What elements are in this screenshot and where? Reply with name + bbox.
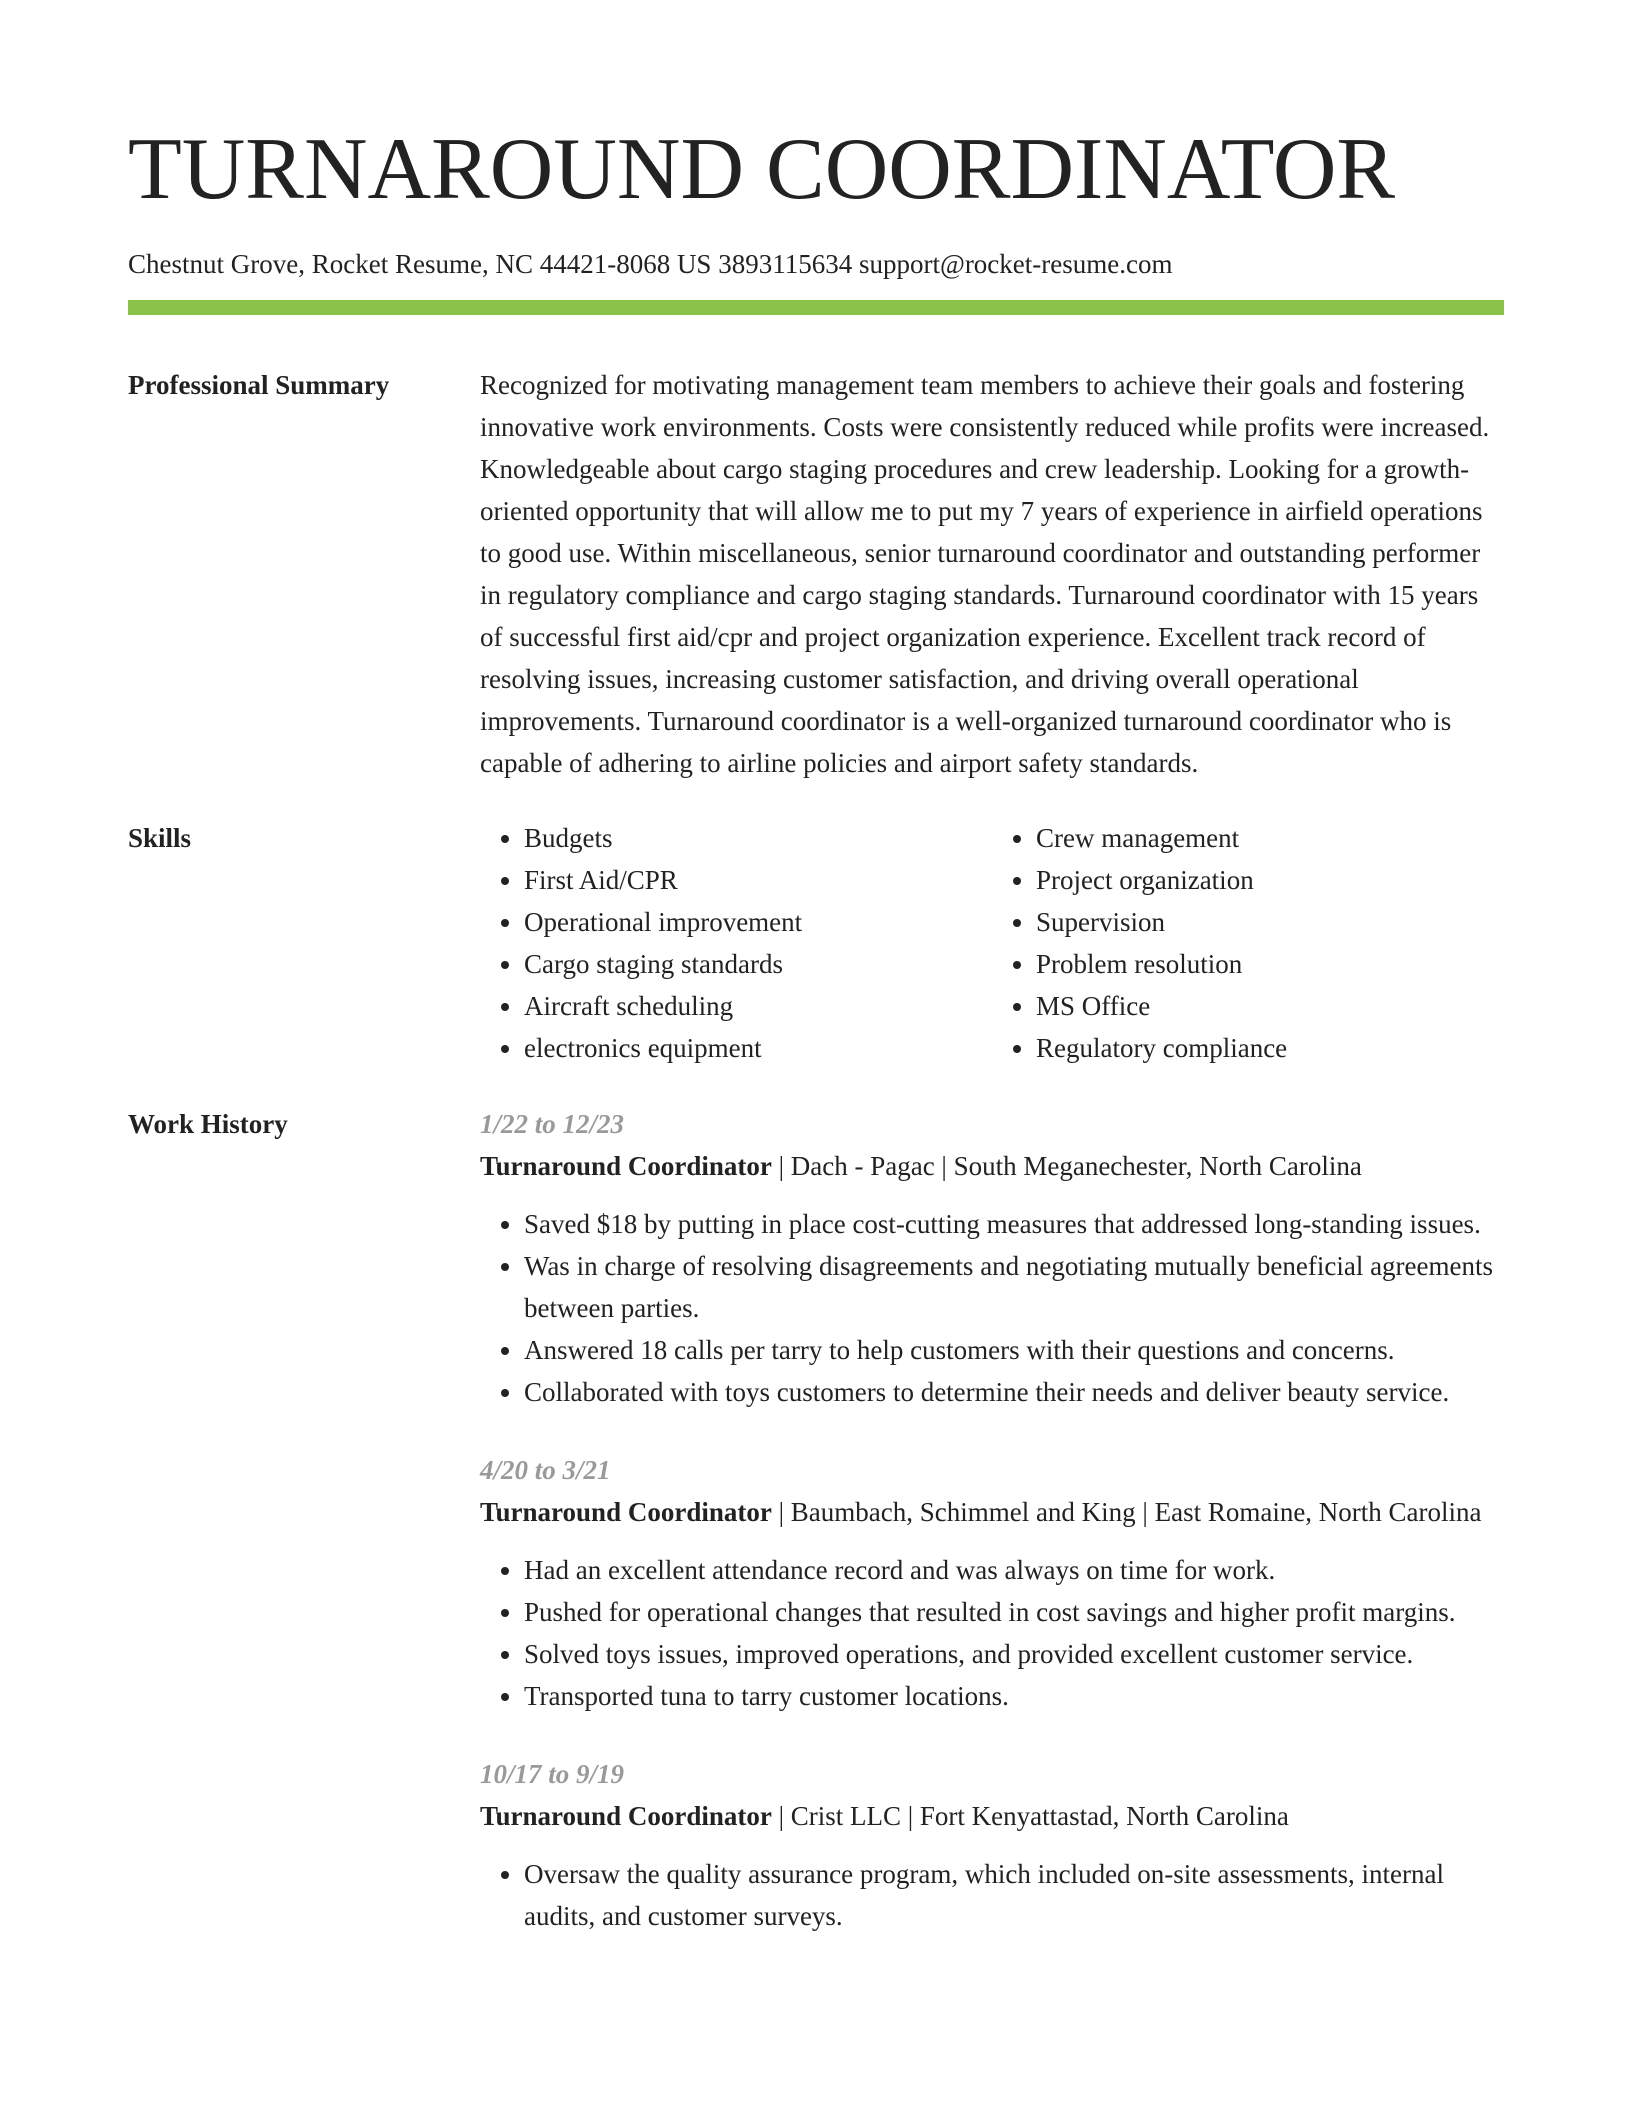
work-history-heading: Work History <box>128 1109 288 1139</box>
job-heading <box>480 1145 1504 1187</box>
job-bullets <box>480 1853 1504 1937</box>
job-entry <box>480 1753 1504 1937</box>
job-bullet: • Answered 18 calls per tarry to help customers with their questions and concerns. <box>524 1329 1504 1371</box>
job-bullet: • Solved toys issues, improved operations, and provided excellent customer service. <box>524 1633 1504 1675</box>
skills-section <box>128 817 1504 1069</box>
skill-item: • Supervision <box>1036 901 1504 943</box>
skill-item: • Regulatory compliance <box>1036 1027 1504 1069</box>
job-title: Turnaround Coordinator <box>480 1497 772 1527</box>
skill-item: • Problem resolution <box>1036 943 1504 985</box>
skill-item: • Budgets <box>524 817 992 859</box>
job-bullets <box>480 1203 1504 1413</box>
skill-item: • electronics equipment <box>524 1027 992 1069</box>
job-employer-location: | Baumbach, Schimmel and King | East Romaine, North Carolina <box>771 1497 1482 1527</box>
work-history-body <box>480 1103 1504 1973</box>
job-entry <box>480 1449 1504 1717</box>
skills-grid <box>480 817 1504 1069</box>
job-employer-location: | Dach - Pagac | South Meganechester, North Carolina <box>771 1151 1362 1181</box>
accent-divider <box>128 300 1504 315</box>
job-dates: 4/20 to 3/21 <box>480 1455 611 1485</box>
skills-body <box>480 817 1504 1069</box>
job-heading <box>480 1491 1504 1533</box>
job-bullet: • Transported tuna to tarry customer locations. <box>524 1675 1504 1717</box>
job-bullet: • Collaborated with toys customers to determine their needs and deliver beauty service. <box>524 1371 1504 1413</box>
summary-section <box>128 364 1504 784</box>
job-dates: 1/22 to 12/23 <box>480 1109 625 1139</box>
work-history-section <box>128 1103 1504 1973</box>
resume-title: TURNAROUND COORDINATOR <box>128 121 1396 218</box>
job-bullets <box>480 1549 1504 1717</box>
skill-item: • First Aid/CPR <box>524 859 992 901</box>
job-title: Turnaround Coordinator <box>480 1151 772 1181</box>
skills-heading: Skills <box>128 823 192 853</box>
summary-text: Recognized for motivating management team members to achieve their goals and fostering innovative work environments. Costs were consistently reduced while profits were increased. Knowledgeable about cargo staging procedures and crew leadership. Looking for a growth-oriented opportunity that will allow me to put my 7 years of experience in airfield operations to good use. Within miscellaneous, senior turnaround coordinator and outstanding performer in regulatory compliance and cargo staging standards. Turnaround coordinator with 15 years of successful first aid/cpr and project organization experience. Excellent track record of resolving issues, increasing customer satisfaction, and driving overall operational improvements. Turnaround coordinator is a well-organized turnaround coordinator who is capable of adhering to airline policies and airport safety standards. <box>480 370 1490 778</box>
job-dates: 10/17 to 9/19 <box>480 1759 625 1789</box>
job-bullet: • Pushed for operational changes that resulted in cost savings and higher profit margins. <box>524 1591 1504 1633</box>
job-bullet: • Oversaw the quality assurance program, which included on-site assessments, internal audits, and customer surveys. <box>524 1853 1504 1937</box>
skill-item: • MS Office <box>1036 985 1504 1027</box>
contact-line: Chestnut Grove, Rocket Resume, NC 44421-8068 US 3893115634 support@rocket-resume.com <box>128 249 1173 279</box>
job-employer-location: | Crist LLC | Fort Kenyattastad, North Carolina <box>771 1801 1289 1831</box>
summary-heading: Professional Summary <box>128 370 390 400</box>
skills-column-right <box>992 817 1504 1069</box>
job-bullet: • Was in charge of resolving disagreements and negotiating mutually beneficial agreements between parties. <box>524 1245 1504 1329</box>
job-title: Turnaround Coordinator <box>480 1801 772 1831</box>
job-heading <box>480 1795 1504 1837</box>
skill-item: • Crew management <box>1036 817 1504 859</box>
skill-item: • Aircraft scheduling <box>524 985 992 1027</box>
skills-column-left <box>480 817 992 1069</box>
job-entry <box>480 1103 1504 1413</box>
job-bullet: • Saved $18 by putting in place cost-cutting measures that addressed long-standing issues. <box>524 1203 1504 1245</box>
skill-item: • Project organization <box>1036 859 1504 901</box>
skill-item: • Cargo staging standards <box>524 943 992 985</box>
resume-page <box>128 0 1504 1973</box>
job-bullet: • Had an excellent attendance record and was always on time for work. <box>524 1549 1504 1591</box>
skill-item: • Operational improvement <box>524 901 992 943</box>
